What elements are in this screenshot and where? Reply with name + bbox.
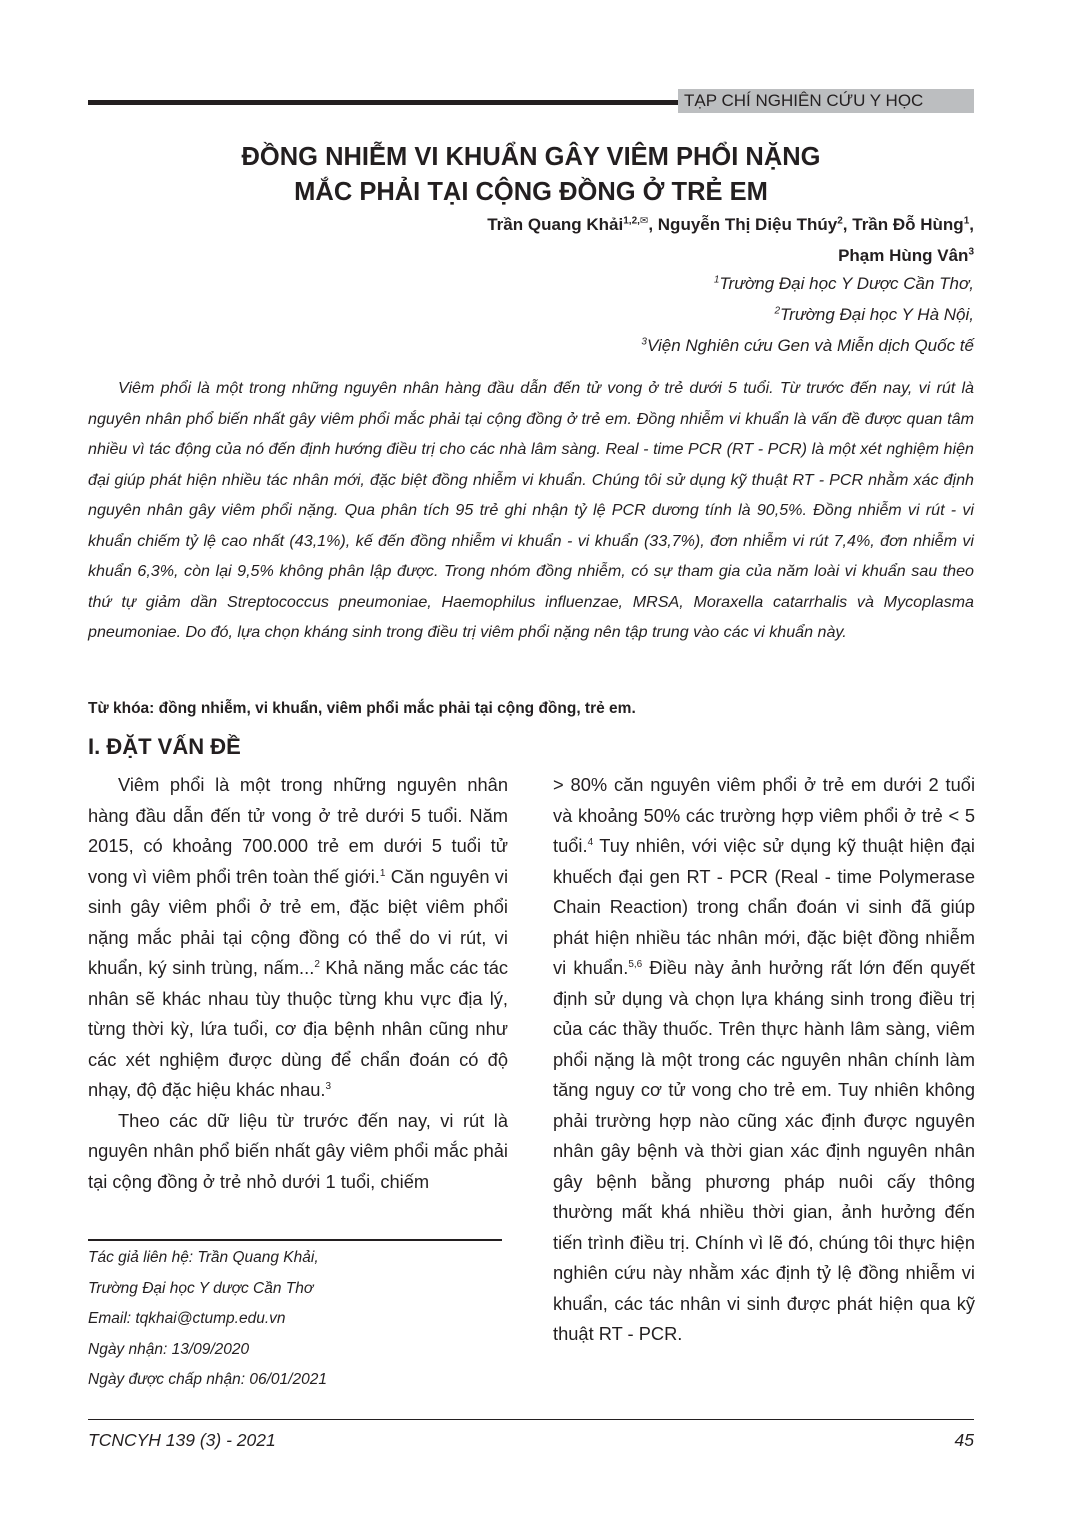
body-paragraph: Viêm phổi là một trong những nguyên nhân hàng đầu dẫn đến tử vong ở trẻ dưới 5 tuổi. Năm 2015, có khoảng 700.000 trẻ em dưới 5 tuổi tử vong vì viêm phổi trên toàn thế giới.$^1$ Căn nguyên vi sinh gây viêm phổi ở trẻ em, đặc biệt viêm phổi nặng mắc phải tại cộng đồng có thể do vi rút, vi khuẩn, ký sinh trùng, nấm...$^2$ Khả năng mắc các tác nhân sẽ khác nhau tùy thuộc từng khu vực địa lý, từng thời kỳ, lứa tuổi, cơ địa bệnh nhân cũng như các xét nghiệm được dùng để chẩn đoán có độ nhạy, độ đặc hiệu khác nhau.$^3$: [88, 774, 509, 1100]
author-affil-sup: 2: [837, 215, 843, 227]
author-name: Trần Quang Khải: [487, 215, 624, 234]
footnote-institution: Trường Đại học Y dược Cần Thơ: [88, 1279, 314, 1297]
correspondence-footnote: [88, 1243, 327, 1396]
author-name: Trần Đỗ Hùng: [852, 215, 964, 234]
body-paragraph: > 80% căn nguyên viêm phổi ở trẻ em dưới 2 tuổi và khoảng 50% các trường hợp viêm phổi ở trẻ < 5 tuổi.$^4$ Tuy nhiên, với việc sử dụng kỹ thuật hiện đại khuếch đại gen RT - PCR (Real - time Polymerase Chain Reaction) trong chẩn đoán vi sinh đã giúp phát hiện nhiều tác nhân mới, đặc biệt đồng nhiễm vi khuẩn.$^{5,6}$ Điều này ảnh hưởng rất lớn đến quyết định sử dụng và chọn lựa kháng sinh trong điều trị của các thầy thuốc. Trên thực hành lâm sàng, viêm phổi nặng là một trong các nguyên nhân chính làm tăng nguy cơ tử vong cho trẻ em. Tuy nhiên không phải trường hợp nào cũng xác định được nguyên nhân gây bệnh và thời gian xác định nguyên nhân gây bệnh bằng phương pháp nuôi cấy thông thường mất khá nhiều thời gian, ảnh hưởng đến tiến trình điều trị. Chính vì lẽ đó, chúng tôi thực hiện nghiên cứu này nhằm xác định tỷ lệ đồng nhiễm vi khuẩn, các tác nhân vi sinh được phát hiện qua kỹ thuật RT - PCR.: [553, 774, 975, 1344]
author-list: [274, 209, 974, 271]
header-rule: [88, 100, 678, 105]
body-column-right: [553, 770, 975, 1350]
author-name: Nguyễn Thị Diệu Thúy: [657, 215, 838, 234]
journal-name-banner: TẠP CHÍ NGHIÊN CỨU Y HỌC: [678, 89, 974, 113]
body-paragraph: Theo các dữ liệu từ trước đến nay, vi rút là nguyên nhân phổ biến nhất gây viêm phổi mắc phải tại cộng đồng ở trẻ nhỏ dưới 1 tuổi, chiếm: [88, 1109, 508, 1192]
author-affil-sup: 3: [968, 246, 974, 258]
footnote-accepted: Ngày được chấp nhận: 06/01/2021: [88, 1371, 327, 1388]
author-line-2: [274, 240, 974, 271]
footnote-email: Email: tqkhai@ctump.edu.vn: [88, 1310, 286, 1327]
abstract: Viêm phổi là một trong những nguyên nhân hàng đầu dẫn đến tử vong ở trẻ dưới 5 tuổi. Từ trước đến nay, vi rút là nguyên nhân phổ biến nhất gây viêm phổi mắc phải tại cộng đồng ở trẻ em. Đồng nhiễm vi khuẩn là vấn đề được quan tâm nhiều vì tác động của nó đến định hướng điều trị cho các nhà lâm sàng. Real - time PCR (RT - PCR) là một xét nghiệm hiện đại giúp phát hiện nhiều tác nhân mới, đặc biệt đồng nhiễm vi khuẩn. Chúng tôi sử dụng kỹ thuật RT - PCR nhằm xác định nguyên nhân gây viêm phổi nặng. Qua phân tích 95 trẻ ghi nhận tỷ lệ PCR dương tính là 90,5%. Đồng nhiễm vi rút - vi khuẩn chiếm tỷ lệ cao nhất (43,1%), kế đến đồng nhiễm vi khuẩn - vi khuẩn (33,7%), đơn nhiễm vi rút 7,4%, đơn nhiễm vi khuẩn 6,3%, còn lại 9,5% không phân lập được. Trong nhóm đồng nhiễm, có sự tham gia của năm loài vi khuẩn sau theo thứ tự giảm dần Streptococcus pneumoniae, Haemophilus influenzae, MRSA, Moraxella catarrhalis và Mycoplasma pneumoniae. Do đó, lựa chọn kháng sinh trong điều trị viêm phổi nặng nên tập trung vào các vi khuẩn này.: [88, 379, 974, 641]
section-heading: I. ĐẶT VẤN ĐỀ: [88, 734, 241, 759]
citation-ref: 4: [587, 836, 594, 848]
author-line-1: Trần Quang Khải$^{1,2,✉}$, Nguyễn Thị Diệu Thúy$^2$, Trần Đỗ Hùng$^1$,: [487, 215, 974, 234]
footer-rule: [88, 1419, 974, 1420]
citation-ref: 2: [314, 958, 320, 970]
title-line-1: ĐỒNG NHIỄM VI KHUẨN GÂY VIÊM PHỔI NẶNG: [241, 143, 821, 171]
affiliation: $^2$Trường Đại học Y Hà Nội,: [774, 305, 974, 324]
affiliation-list: [274, 268, 974, 361]
author-name: Phạm Hùng Vân: [838, 246, 969, 265]
footer-citation: TCNCYH 139 (3) - 2021: [88, 1430, 276, 1450]
citation-ref: 5,6: [628, 958, 643, 970]
footnote-rule: [88, 1239, 502, 1241]
footnote-contact: Tác giả liên hệ: Trần Quang Khải,: [88, 1249, 319, 1266]
title-line-2: MẮC PHẢI TẠI CỘNG ĐỒNG Ở TRẺ EM: [294, 178, 768, 206]
page-number: 45: [954, 1430, 974, 1450]
mail-icon: ✉: [639, 215, 649, 227]
body-column-left: [88, 770, 508, 1197]
article-title: [88, 140, 974, 210]
footnote-received: Ngày nhận: 13/09/2020: [88, 1340, 250, 1358]
citation-ref: 3: [325, 1080, 332, 1092]
author-affil-sup: 1: [963, 215, 970, 227]
affiliation: $^1$Trường Đại học Y Dược Cần Thơ,: [713, 274, 974, 293]
citation-ref: 1: [379, 867, 386, 879]
affiliation: $^3$Viện Nghiên cứu Gen và Miễn dịch Quốc tế: [641, 336, 974, 355]
author-affil-sup: 1,2,✉: [623, 215, 649, 227]
keywords: Từ khóa: đồng nhiễm, vi khuẩn, viêm phổi mắc phải tại cộng đồng, trẻ em.: [88, 700, 636, 717]
